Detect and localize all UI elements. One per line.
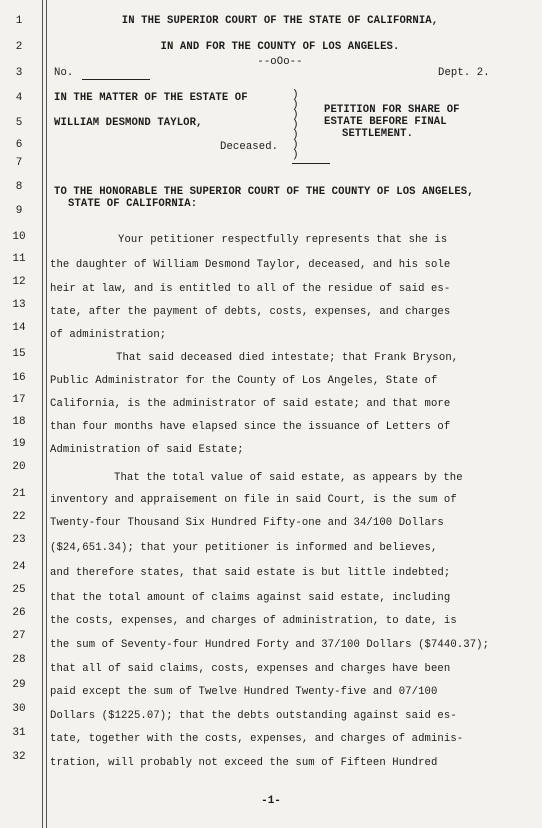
body-line: and therefore states, that said estate is but little indebted;: [50, 567, 451, 579]
caption-brace-base: [292, 163, 330, 164]
body-line: ($24,651.34); that your petitioner is informed and believes,: [50, 542, 438, 554]
page-number: -1-: [261, 795, 281, 807]
body-line: tate, together with the costs, expenses, and charges of adminis-: [50, 733, 464, 745]
body-line: That the total value of said estate, as appears by the: [114, 472, 463, 484]
line-number: 30: [12, 703, 26, 715]
line-number: 1: [15, 15, 23, 27]
line-number: 15: [12, 348, 26, 360]
line-number: 7: [15, 157, 23, 169]
line-number: 2: [15, 41, 23, 53]
body-line: heir at law, and is entitled to all of the residue of said es-: [50, 283, 451, 295]
line-number: 6: [15, 139, 23, 151]
line-number: 24: [12, 561, 26, 573]
line-number: 14: [12, 322, 26, 334]
line-number: 16: [12, 372, 26, 384]
line-number: 21: [12, 488, 26, 500]
body-line: That said deceased died intestate; that Frank Bryson,: [116, 352, 459, 364]
left-margin-rule-inner: [46, 0, 47, 828]
court-heading: IN THE SUPERIOR COURT OF THE STATE OF CALIFORNIA,: [121, 15, 439, 27]
line-number: 17: [12, 394, 26, 406]
line-number: 10: [12, 231, 26, 243]
body-line: tration, will probably not exceed the sum of Fifteen Hundred: [50, 757, 438, 769]
address-line-1: TO THE HONORABLE THE SUPERIOR COURT OF THE COUNTY OF LOS ANGELES,: [54, 186, 474, 198]
line-number: 29: [12, 679, 26, 691]
case-number-label: No.: [54, 67, 74, 79]
body-line: than four months have elapsed since the issuance of Letters of: [50, 421, 451, 433]
body-line: inventory and appraisement on file in said Court, is the sum of: [50, 494, 457, 506]
line-number: 3: [15, 67, 23, 79]
heading-separator: --oOo--: [257, 56, 303, 68]
line-number: 27: [12, 630, 26, 642]
body-line: tate, after the payment of debts, costs, expenses, and charges: [50, 306, 451, 318]
body-line: the sum of Seventy-four Hundred Forty and 37/100 Dollars ($7440.37);: [50, 639, 490, 651]
body-line: of administration;: [50, 329, 167, 341]
caption-title-line1: PETITION FOR SHARE OF: [324, 104, 460, 116]
body-line: Twenty-four Thousand Six Hundred Fifty-one and 34/100 Dollars: [50, 517, 444, 529]
caption-matter-line: IN THE MATTER OF THE ESTATE OF: [54, 92, 248, 104]
line-number: 18: [12, 416, 26, 428]
caption-decedent-name: WILLIAM DESMOND TAYLOR,: [54, 117, 203, 129]
line-number: 12: [12, 276, 26, 288]
line-number: 4: [15, 92, 23, 104]
caption-title-line2: ESTATE BEFORE FINAL: [324, 116, 447, 128]
left-margin-rule: [42, 0, 43, 828]
body-line: Public Administrator for the County of Los Angeles, State of: [50, 375, 438, 387]
body-line: the costs, expenses, and charges of administration, to date, is: [50, 615, 457, 627]
body-line: California, is the administrator of said estate; and that more: [50, 398, 451, 410]
line-number: 19: [12, 438, 26, 450]
line-number: 20: [12, 461, 26, 473]
body-line: Your petitioner respectfully represents that she is: [118, 234, 448, 246]
line-number: 25: [12, 584, 26, 596]
line-number: 28: [12, 654, 26, 666]
line-number: 23: [12, 534, 26, 546]
line-number: 8: [15, 181, 23, 193]
line-number: 22: [12, 511, 26, 523]
line-number: 26: [12, 607, 26, 619]
caption-title-line3: SETTLEMENT.: [342, 128, 414, 140]
body-line: Dollars ($1225.07); that the debts outstanding against said es-: [50, 710, 457, 722]
address-line-2: STATE OF CALIFORNIA:: [68, 198, 198, 210]
line-number: 9: [15, 205, 23, 217]
caption-deceased-label: Deceased.: [220, 141, 279, 153]
line-number: 5: [15, 117, 23, 129]
caption-brace: ) ) ) ) ) ) ): [292, 89, 299, 161]
line-number: 11: [12, 253, 26, 265]
body-line: that the total amount of claims against said estate, including: [50, 592, 451, 604]
county-heading: IN AND FOR THE COUNTY OF LOS ANGELES.: [160, 41, 400, 53]
line-number: 32: [12, 751, 26, 763]
case-number-blank: [82, 79, 150, 80]
body-line: paid except the sum of Twelve Hundred Twenty-five and 07/100: [50, 686, 438, 698]
body-line: Administration of said Estate;: [50, 444, 244, 456]
line-number: 31: [12, 727, 26, 739]
body-line: that all of said claims, costs, expenses and charges have been: [50, 663, 451, 675]
line-number: 13: [12, 299, 26, 311]
body-line: the daughter of William Desmond Taylor, deceased, and his sole: [50, 259, 451, 271]
department-label: Dept. 2.: [438, 67, 490, 79]
